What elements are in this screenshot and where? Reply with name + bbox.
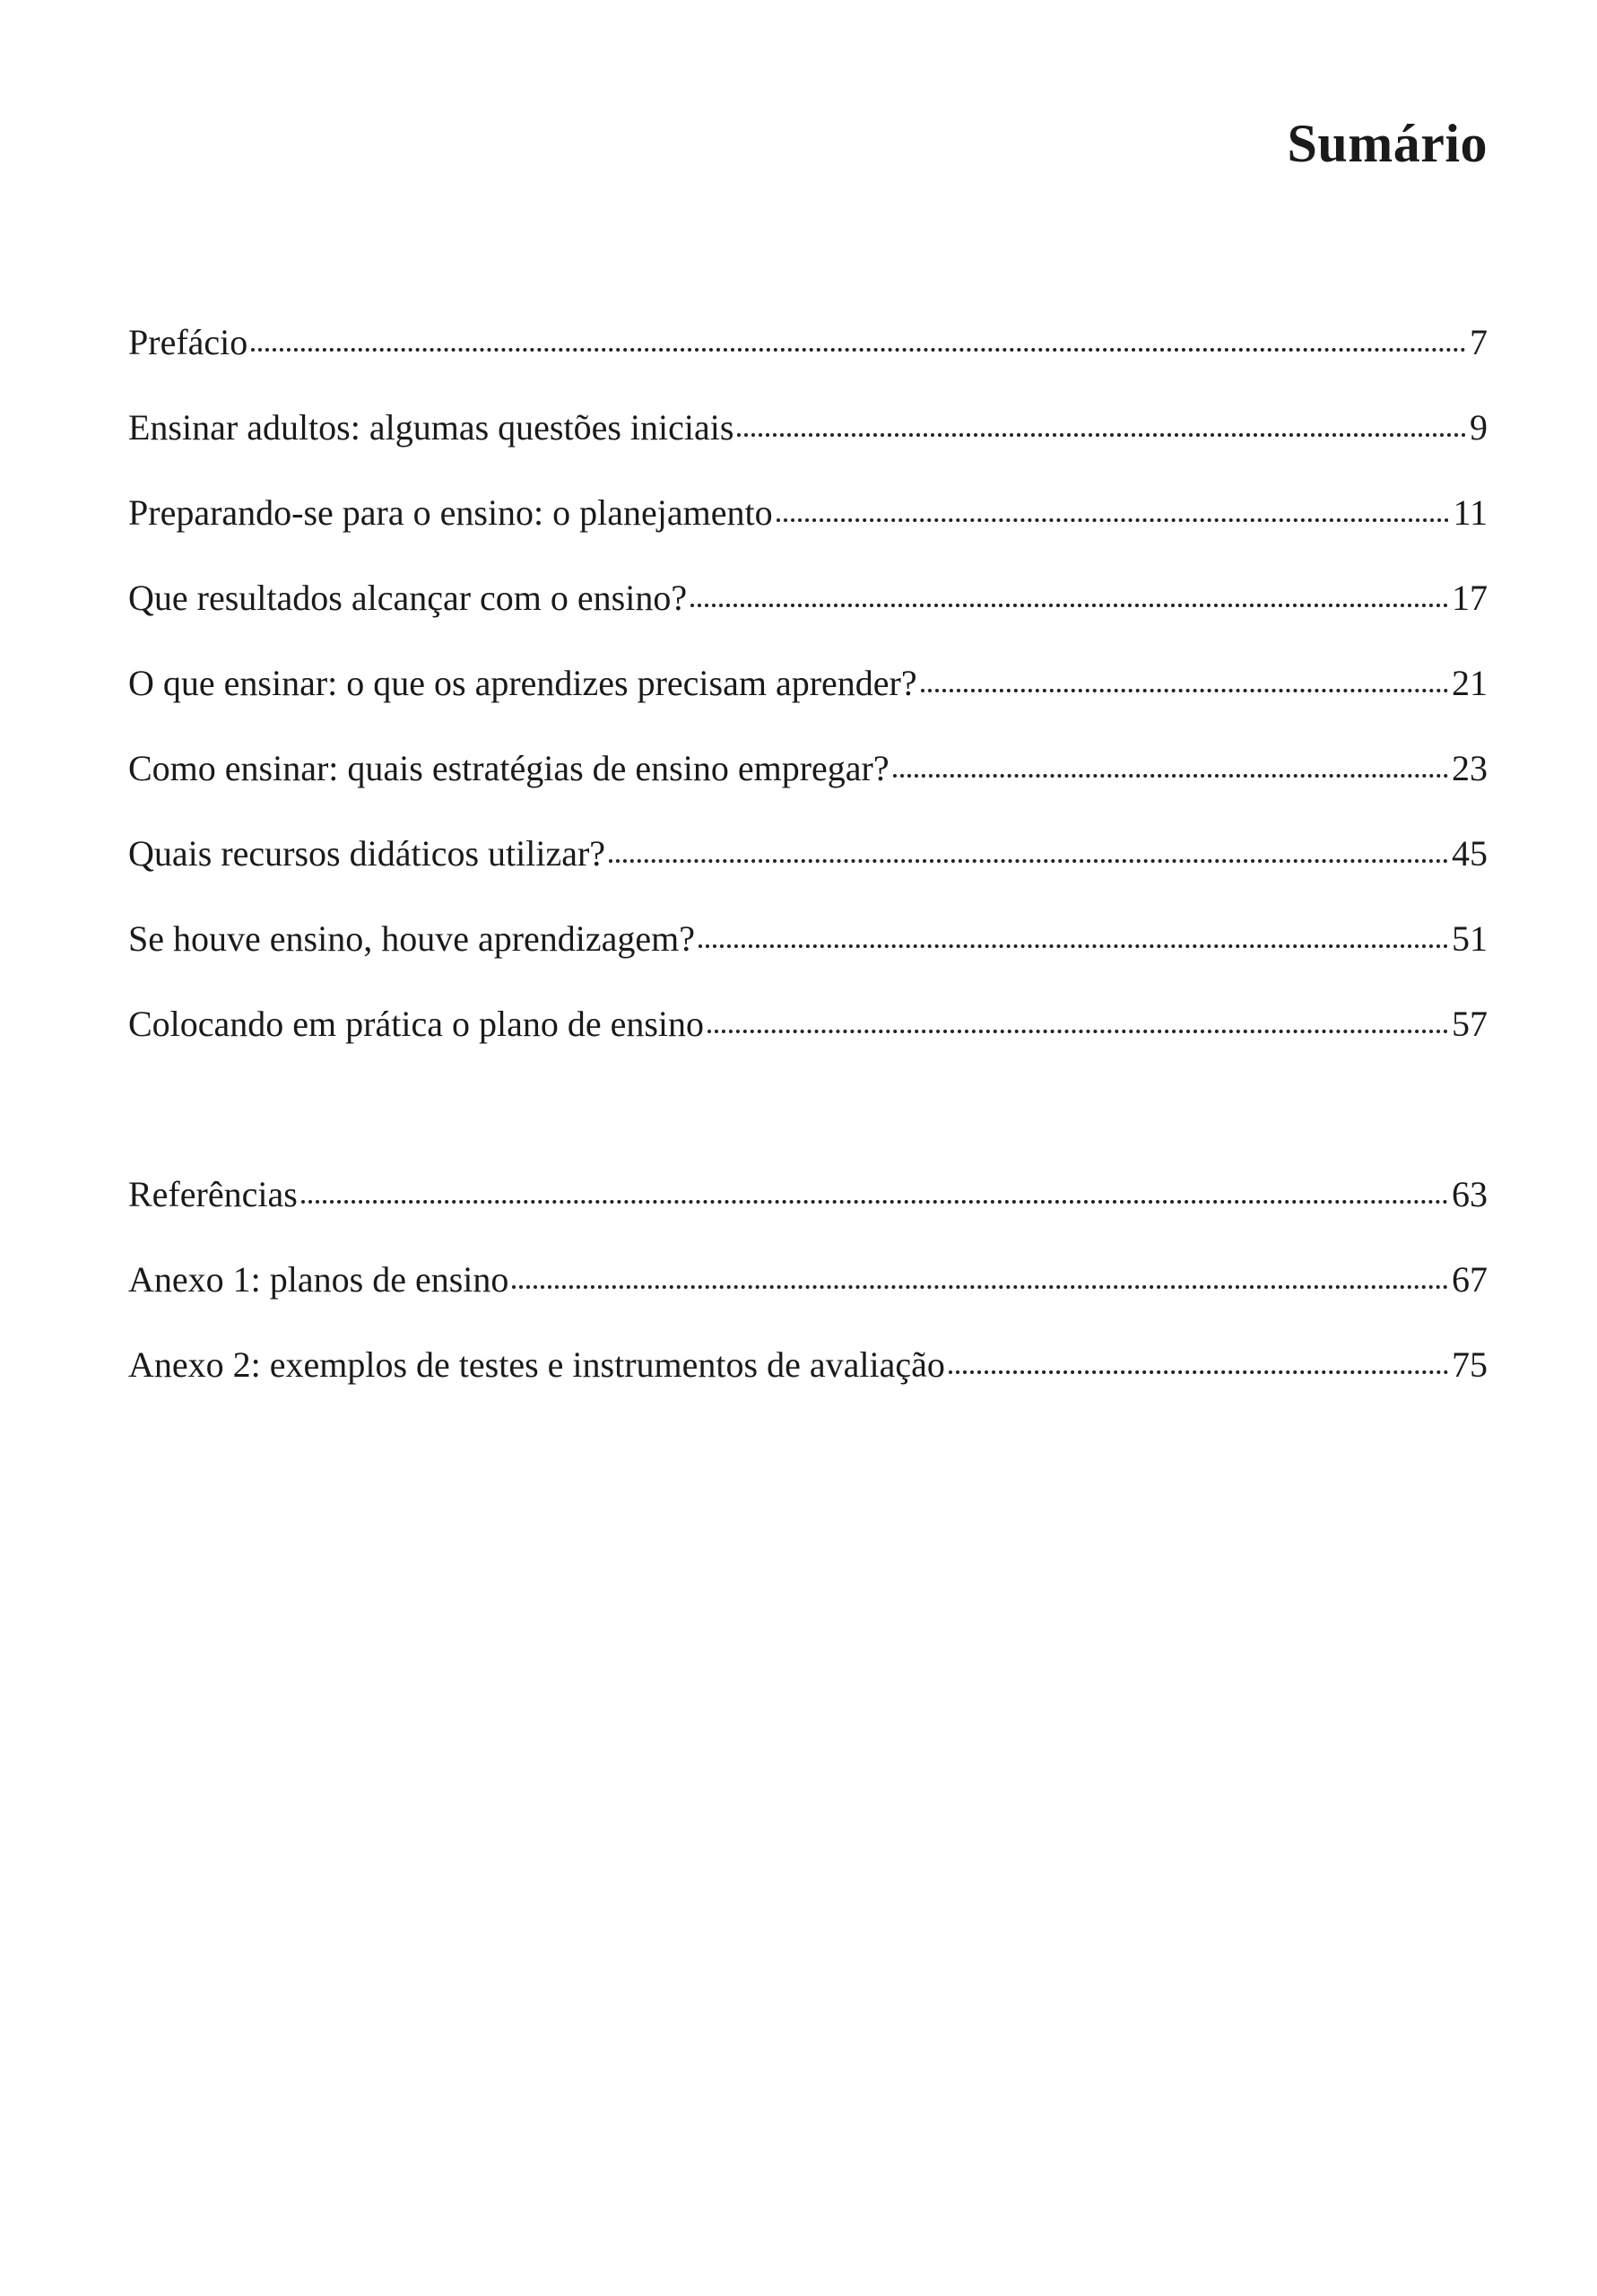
- dot-leader: [251, 348, 1466, 352]
- toc-entry-label: Se houve ensino, houve aprendizagem?: [128, 918, 696, 959]
- toc-entry-label: Ensinar adultos: algumas questões iniciais: [128, 407, 734, 448]
- toc-entry-label: Preparando-se para o ensino: o planejamento: [128, 492, 773, 533]
- toc-entry-page: 75: [1452, 1344, 1488, 1385]
- dot-leader: [512, 1285, 1448, 1289]
- dot-leader: [949, 1370, 1448, 1374]
- toc-entry[interactable]: [128, 1006, 1488, 1091]
- toc-entry[interactable]: [128, 665, 1488, 751]
- toc-entry[interactable]: [128, 580, 1488, 665]
- toc-entry-page: 63: [1452, 1174, 1488, 1214]
- toc-entry-page: 21: [1452, 663, 1488, 703]
- toc-entry-page: 9: [1470, 407, 1488, 448]
- dot-leader: [707, 1030, 1448, 1033]
- toc-entry-page: 57: [1452, 1004, 1488, 1044]
- toc-entry-label: O que ensinar: o que os aprendizes precisam aprender?: [128, 663, 917, 703]
- table-of-contents-appendix: [128, 1174, 1488, 1432]
- toc-entry-label: Referências: [128, 1174, 298, 1214]
- toc-entry-label: Prefácio: [128, 322, 248, 362]
- toc-entry[interactable]: [128, 748, 1488, 836]
- toc-entry[interactable]: [128, 1259, 1488, 1347]
- toc-entry-page: 67: [1452, 1259, 1488, 1300]
- toc-entry-label: Anexo 1: planos de ensino: [128, 1259, 509, 1300]
- toc-entry[interactable]: [128, 492, 1488, 580]
- toc-entry[interactable]: [128, 833, 1488, 921]
- dot-leader: [893, 774, 1448, 778]
- toc-entry-label: Quais recursos didáticos utilizar?: [128, 833, 606, 874]
- toc-entry-label: Que resultados alcançar com o ensino?: [128, 578, 688, 618]
- toc-entry-page: 11: [1453, 492, 1488, 533]
- toc-entry[interactable]: [128, 407, 1488, 495]
- toc-entry[interactable]: [128, 322, 1488, 410]
- toc-entry-label: Anexo 2: exemplos de testes e instrumentos de avaliação: [128, 1344, 945, 1385]
- dot-leader: [921, 689, 1448, 692]
- toc-entry[interactable]: [128, 918, 1488, 1006]
- toc-entry-label: Colocando em prática o plano de ensino: [128, 1004, 705, 1044]
- dot-leader: [699, 944, 1448, 948]
- dot-leader: [777, 518, 1450, 522]
- toc-entry-page: 17: [1452, 578, 1488, 618]
- dot-leader: [737, 433, 1466, 437]
- dot-leader: [690, 604, 1448, 607]
- page-title: Sumário: [1287, 114, 1488, 173]
- toc-entry[interactable]: [128, 1174, 1488, 1262]
- toc-entry-label: Como ensinar: quais estratégias de ensino empregar?: [128, 748, 890, 788]
- toc-entry-page: 51: [1452, 918, 1488, 959]
- toc-entry-page: 45: [1452, 833, 1488, 874]
- toc-entry-page: 7: [1470, 322, 1488, 362]
- dot-leader: [609, 859, 1448, 863]
- toc-entry-page: 23: [1452, 748, 1488, 788]
- toc-entry[interactable]: [128, 1344, 1488, 1432]
- table-of-contents-main: [128, 322, 1488, 1091]
- dot-leader: [301, 1200, 1448, 1204]
